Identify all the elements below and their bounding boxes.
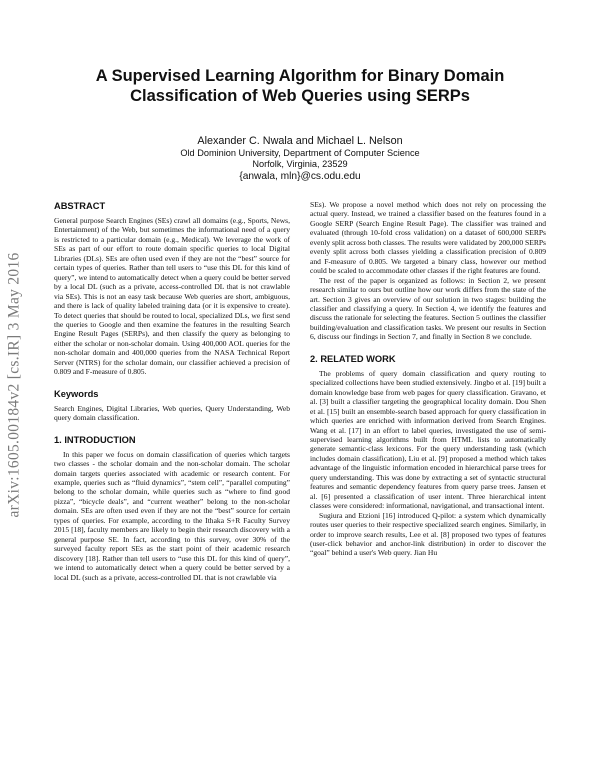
paper-title xyxy=(60,66,540,106)
title-line-1: A Supervised Learning Algorithm for Binary Domain xyxy=(95,67,505,85)
left-column xyxy=(54,200,290,582)
abstract-heading: ABSTRACT xyxy=(54,201,106,211)
related-work-paragraph-1: The problems of query domain classification and query routing to specialized collections have been studied extensively. Jingbo et al. [19] built a domain knowledge base from web pages for query classification. Gravano, et al. [3] built a classifier targeting the geographical locality domain. Dou Shen et al. [15] built an ensemble-search based approach for query classification in which queries are enriched with information derived from Search Engines. Wang et al. [17] in an effort to label queries, investigated the use of semi-supervised learning algorithms built from HTML lists to automatically generate semantic-class lexicons. For the query understanding task (which includes domain classification), Liu et al. [9] proposed a method which takes advantage of the linguistic information encoded in hierarchical parse trees for query understanding. This was done by extracting a set of syntactic structural features and semantic dependency features from query parse trees. Jansen et al. [6] presented a classification of user intent. Three hierarchical intent classes were considered: informational, navigational, and transactional intent. xyxy=(310,368,546,511)
organization-paragraph: The rest of the paper is organized as follows: in Section 2, we present research similar to ours but outline how our work differs from the state of the art. Section 3 gives an overview of our solution in two stages: building the classifier and classifying a query. In Section 4, we identify the features and discuss the rationale for selecting the features. Section 5 outlines the classifier building/evaluation and classification tasks. We present our results in Section 6, discuss our findings in Section 7, and finally in Section 8 we conclude. xyxy=(310,275,546,342)
abstract-text: General purpose Search Engines (SEs) crawl all domains (e.g., Sports, News, Entertainment) of the Web, but sometimes the informational need of a query is restricted to a particular domain (e.g., Medical). We leverage the work of SEs as part of our effort to route domain specific queries to local Digital Libraries (DLs). SEs are often used even if they are not the “best” source for certain types of queries. Rather than tell users to “use this DL for this kind of query”, we intend to automatically detect when a query could be better served by a local DL (such as a private, access-controlled DL that is not crawlable via SEs). This is not an easy task because Web queries are short, ambiguous, and there is lack of quality labeled training data (or it is expensive to create). To detect queries that should be routed to local, specialized DLs, we first send the queries to Google and then examine the features in the resulting Search Engine Result Pages (SERPs), and then classify the query as belonging to either the scholar or non-scholar domain. Using 400,000 AOL queries for the non-scholar domain and 400,000 queries from the NASA Technical Report Server (NTRS) for the scholar domain, our classifier achieved a precision of 0.809 and F-measure of 0.805. xyxy=(54,216,290,377)
related-work-heading: 2. RELATED WORK xyxy=(310,353,396,364)
keywords-heading: Keywords xyxy=(54,388,99,399)
intro-continued-paragraph: SEs). We propose a novel method which does not rely on processing the actual query. Instead, we trained a classifier based on the features found in a Google SERP (Search Engine Result Page). The classifier was trained and evaluated (through 10-fold cross validation) on a dataset of 600,000 SERPs evenly split across both classes. The results were validated by 200,000 SERPs evenly split across both classes yielding a classification precision of 0.809 and F-measure of 0.805. We targeted a binary class, however our method could be scaled to accommodate other classes if the right features are found. xyxy=(310,200,546,276)
author-email: {anwala, mln}@cs.odu.edu xyxy=(239,171,361,182)
introduction-text: In this paper we focus on domain classification of queries which targets two classes - the scholar domain and the non-scholar domain. The scholar domain targets queries associated with academic or research content. For example, queries such as “fluid dynamics”, “stem cell”, “parallel computing” belong to the scholar domain, while queries such as “where to find good pizza”, “bicycle deals”, and “current weather” belong to the non-scholar domain. SEs are often used even if they are not the “best” source for certain types of queries. For example, according to the Ithaka S+R Faculty Survey 2015 [18], faculty members are likely to begin their research discovery with a general purpose SE. In fact, according to this survey, over 30% of the surveyed faculty report SEs as the start point of their academic research discovery [18]. Rather than tell users to “use this DL for this kind of query”, we intend to automatically detect when a query could be better served by a local DL (such as a private, access-controlled DL that is not crawlable via xyxy=(54,449,290,582)
title-line-2: Classification of Web Queries using SERPs xyxy=(130,87,470,105)
location: Norfolk, Virginia, 23529 xyxy=(252,159,348,169)
arxiv-watermark xyxy=(5,215,25,555)
author-block xyxy=(100,135,500,183)
keywords-text: Search Engines, Digital Libraries, Web queries, Query Understanding, Web query domain classification. xyxy=(54,403,290,423)
introduction-heading: 1. INTRODUCTION xyxy=(54,434,136,445)
right-column xyxy=(310,200,546,558)
affiliation: Old Dominion University, Department of Computer Science xyxy=(180,148,420,158)
author-names: Alexander C. Nwala and Michael L. Nelson xyxy=(197,135,403,147)
arxiv-id-text: arXiv:1605.00184v2 [cs.IR] 3 May 2016 xyxy=(6,252,23,518)
related-work-paragraph-2: Sugiura and Etzioni [16] introduced Q-pilot: a system which dynamically routes user queries to their respective specialized search engines. Similarly, in order to improve search results, Lee et al. [8] proposed two types of features (user-click behavior and anchor-link distribution) in order to discover the “goal” behind a user's Web query. Jian Hu xyxy=(310,510,546,558)
